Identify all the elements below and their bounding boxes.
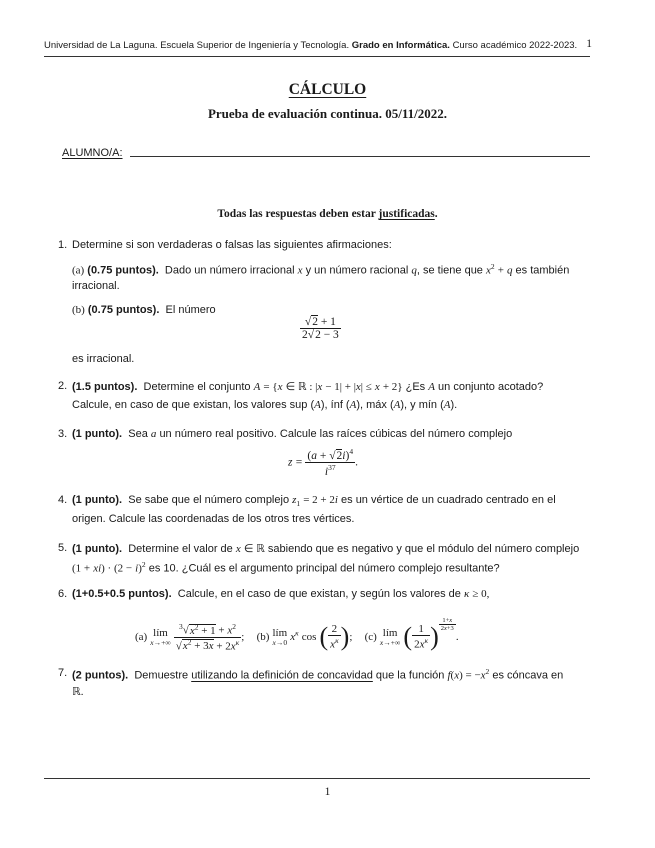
header-degree: Grado en Informática. [351,40,450,51]
header-page-number: 1 [586,38,592,50]
student-name-line[interactable] [130,156,590,157]
question-2: (1.5 puntos). Determine el conjunto A = {x ∈ ℝ : |x − 1| + |x| ≤ x + 2} ¿Es A un conjunto acotado? [72,381,544,393]
question-5-number: 5. [58,542,68,554]
question-2-cont: Calcule, en caso de que existan, los valores sup (A), ínf (A), máx (A), y mín (A). [72,399,458,411]
question-7-number: 7. [58,667,68,679]
question-1-number: 1. [58,239,68,251]
question-5: (1 punto). Determine el valor de x ∈ ℝ sabiendo que es negativo y que el módulo del número complejo [72,543,580,555]
header-rule [44,56,590,57]
question-1b-end: es irracional. [72,353,135,365]
question-1-intro: Determine si son verdaderas o falsas las siguientes afirmaciones: [72,239,392,251]
question-4-cont: origen. Calcule las coordenadas de los otros tres vértices. [72,513,355,525]
question-7: (2 puntos). Demuestre utilizando la definición de concavidad que la función $f(x) = -x^2$ es cóncava en [72,667,564,682]
question-1b-formula: $\frac{√2 + 1}{2√2 - 3}$ [302,316,339,341]
question-4-number: 4. [58,494,68,506]
footer-page-number: 1 [324,786,331,798]
page-subtitle: Prueba de evaluación continua. 05/11/2022. [207,106,448,121]
question-6-formulas: (a) lím x→+∞ $\frac{^3√x^2 + 1 + x^2}{√x^2 + 3x + 2x^\kappa}$ ; (b) lím x→0 $x^\kappa$ cos ( $\frac{2}{x^\kappa}$ ); (c) lím x→+∞ ( $\frac{1}{2x^\kappa}$ ) $^{\frac{1+x}{2x+3}}$ . [135,617,459,653]
question-5-cont: $(1 + xi) \cdot (2 - i)^2$ es 10. ¿Cuál es el argumento principal del número complejo resultante? [72,560,500,575]
footer-rule [44,778,590,779]
instructions: Todas las respuestas deben estar justificadas. [217,208,438,220]
question-3: (1 punto). Sea a un número real positivo. Calcule las raíces cúbicas del número complejo [72,428,513,440]
question-4: (1 punto). Se sabe que el número complejo $z_1 = 2 + 2i$ es un vértice de un cuadrado centrado en el [72,494,556,509]
page-header [44,40,592,51]
question-3-formula: z = $\frac{(a + √2i)^4}{i^{37}}$ . [288,447,358,478]
student-label: ALUMNO/A: [62,147,123,159]
question-1b: (b) (0.75 puntos). El número [72,304,216,316]
page-title: CÁLCULO [288,81,367,98]
question-3-number: 3. [58,428,68,440]
question-1a-cont: irracional. [72,280,120,292]
header-year: Curso académico 2022-2023. [452,40,578,51]
question-2-number: 2. [58,380,68,392]
question-1a: (a) (0.75 puntos). Dado un número irracional x y un número racional q, se tiene que $x^2 + q$ es también [72,262,570,277]
header-university: Universidad de La Laguna. Escuela Superior de Ingeniería y Tecnología. [44,40,350,51]
question-6: (1+0.5+0.5 puntos). Calcule, en el caso de que existan, y según los valores de κ ≥ 0, [72,588,490,600]
question-7-cont: ℝ. [72,686,84,698]
question-6-number: 6. [58,588,68,600]
